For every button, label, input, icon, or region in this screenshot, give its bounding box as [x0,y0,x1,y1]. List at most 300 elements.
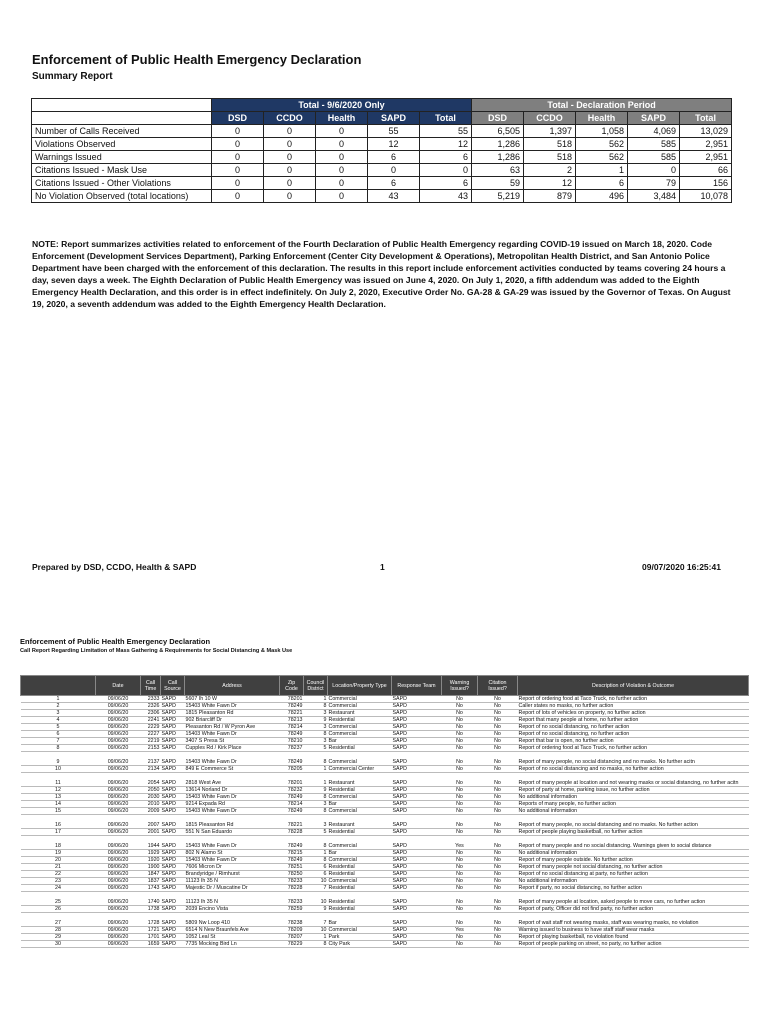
table-cell: 15 [21,808,96,815]
table-cell: 09/06/20 [96,934,141,941]
table-cell: No [478,815,518,829]
summary-cell: 0 [264,151,316,164]
table-cell: 3 [304,801,328,808]
table-cell: 09/06/20 [96,773,141,787]
table-cell: No [478,836,518,850]
table-cell: Residential [328,787,392,794]
summary-cell: 1,397 [524,125,576,138]
table-row [21,724,749,731]
table-cell: Report of ordering food at Taco Truck, no further action [518,696,749,703]
table-cell: Residential [328,871,392,878]
table-cell: SAPD [392,913,442,927]
summary-cell: 0 [264,164,316,177]
summary-cell: 12 [420,138,472,151]
table-cell: Residential [328,906,392,913]
summary-cell: 6 [368,177,420,190]
table-cell: 15403 White Fawn Dr [185,703,280,710]
summary-cell: 585 [628,151,680,164]
table-cell: 2137 [141,752,161,766]
table-cell: SAPD [161,906,185,913]
summary-cell: 518 [524,138,576,151]
call-column-header: Warning Issued? [442,676,478,696]
table-cell: 1929 [141,850,161,857]
table-cell: 78249 [280,752,304,766]
summary-cell: 0 [316,125,368,138]
table-cell: SAPD [161,927,185,934]
table-cell: 8 [21,745,96,752]
header-blank [32,112,212,125]
call-column-header: Call Source [161,676,185,696]
table-cell: 8 [304,752,328,766]
summary-cell: 43 [420,190,472,203]
table-cell: Warning issued to business to have staff staff wear masks [518,927,749,934]
table-cell: 5809 Nw Loop 410 [185,913,280,927]
summary-cell: 2 [524,164,576,177]
summary-cell: 562 [576,151,628,164]
table-cell: 2030 [141,794,161,801]
page-number: 1 [380,562,385,572]
table-cell: 29 [21,934,96,941]
table-cell: 78259 [280,906,304,913]
group-header-today: Total - 9/6/2020 Only [212,99,472,112]
summary-cell: 518 [524,151,576,164]
table-cell: Report of wait staff not wearing masks, staff was wearing masks, no violation [518,913,749,927]
table-cell: No [442,731,478,738]
summary-cell: 55 [368,125,420,138]
table-cell: SAPD [392,871,442,878]
table-cell: SAPD [161,836,185,850]
column-header: SAPD [628,112,680,125]
table-cell: 1659 [141,941,161,948]
table-cell: 1743 [141,885,161,892]
row-label: Citations Issued - Other Violations [32,177,212,190]
table-cell: 6 [304,864,328,871]
summary-cell: 63 [472,164,524,177]
row-label: Citations Issued - Mask Use [32,164,212,177]
table-cell: No [442,906,478,913]
table-cell: No [442,885,478,892]
table-cell: 2227 [141,731,161,738]
table-cell: 1920 [141,857,161,864]
column-header: Total [680,112,732,125]
summary-cell: 1,286 [472,138,524,151]
table-cell: SAPD [161,808,185,815]
table-cell: SAPD [392,927,442,934]
table-cell: 2326 [141,703,161,710]
table-cell: SAPD [392,794,442,801]
table-cell: No [478,745,518,752]
table-cell: Report of lots of vehicles on property, no further action [518,710,749,717]
table-cell: No [442,871,478,878]
table-cell: SAPD [161,864,185,871]
table-cell: 3407 S Presa St [185,738,280,745]
table-cell: 78215 [280,850,304,857]
table-cell: 13614 Norland Dr [185,787,280,794]
table-cell: No [442,696,478,703]
summary-cell: 6,505 [472,125,524,138]
table-row [21,731,749,738]
table-cell: 1 [304,934,328,941]
table-cell: Yes [442,836,478,850]
table-cell: No additional information [518,794,749,801]
table-cell: No [478,731,518,738]
call-column-header: Citation Issued? [478,676,518,696]
table-cell: No [478,871,518,878]
table-cell: 10 [304,892,328,906]
table-cell: SAPD [392,745,442,752]
table-cell: 23 [21,878,96,885]
table-cell: SAPD [392,738,442,745]
table-cell: 78251 [280,864,304,871]
table-cell: 2009 [141,808,161,815]
table-row [21,906,749,913]
table-cell: Commercial [328,857,392,864]
table-cell: Bar [328,801,392,808]
table-cell: Commercial [328,696,392,703]
table-cell: No [478,913,518,927]
table-cell: SAPD [392,836,442,850]
call-column-header: Zip Code [280,676,304,696]
table-cell: Pleasanton Rd / W Pyron Ave [185,724,280,731]
table-cell: 09/06/20 [96,745,141,752]
table-cell: No [442,913,478,927]
table-cell: 11123 Ih 35 N [185,878,280,885]
table-cell: SAPD [392,717,442,724]
table-cell: 5 [304,745,328,752]
table-row [21,829,749,836]
report-timestamp: 09/07/2020 16:25:41 [642,562,721,572]
table-cell: SAPD [392,752,442,766]
table-cell: 78249 [280,731,304,738]
table-cell: No [442,801,478,808]
table-cell: No [442,934,478,941]
table-row [21,794,749,801]
table-cell: Report if party, no social distancing, no further action [518,885,749,892]
summary-table [31,98,732,203]
table-cell: SAPD [161,752,185,766]
summary-cell: 0 [212,190,264,203]
table-cell: 17 [21,829,96,836]
table-cell: No [442,745,478,752]
table-cell: 2229 [141,724,161,731]
table-cell: Commercial [328,878,392,885]
call-report-subtitle: Call Report Regarding Limitation of Mass Gathering & Requirements for Social Distancing & Mask Use [20,648,293,654]
table-cell: SAPD [392,773,442,787]
table-cell: 78249 [280,794,304,801]
table-cell: 551 N San Eduardo [185,829,280,836]
table-cell: 1721 [141,927,161,934]
table-cell: 2153 [141,745,161,752]
summary-cell: 496 [576,190,628,203]
summary-cell: 0 [316,177,368,190]
table-cell: No [442,815,478,829]
table-cell: 18 [21,836,96,850]
table-cell: 09/06/20 [96,703,141,710]
table-cell: SAPD [161,794,185,801]
table-cell: Commercial [328,836,392,850]
call-column-header: Date [96,676,141,696]
table-cell: 78207 [280,934,304,941]
table-row [21,927,749,934]
table-cell: 09/06/20 [96,906,141,913]
table-row [21,696,749,703]
table-cell: Report of many people at location, asked people to move cars, no further action [518,892,749,906]
table-cell: Commercial [328,927,392,934]
table-cell: 16 [21,815,96,829]
table-cell: 09/06/20 [96,766,141,773]
table-cell: 6 [304,871,328,878]
table-cell: 2 [21,703,96,710]
summary-row [32,190,732,203]
table-cell: 1738 [141,906,161,913]
table-cell: SAPD [161,731,185,738]
table-cell: Report of people parking on street, no party, no further action [518,941,749,948]
table-cell: No [442,703,478,710]
table-cell: Report that many people at home, no further action [518,717,749,724]
table-cell: 15403 White Fawn Dr [185,731,280,738]
table-cell: 78201 [280,773,304,787]
table-cell: 15403 White Fawn Dr [185,794,280,801]
table-cell: No [478,878,518,885]
table-cell: No [442,829,478,836]
table-cell: Restaurant [328,773,392,787]
table-cell: 1728 [141,913,161,927]
table-cell: 22 [21,871,96,878]
table-cell: 78233 [280,878,304,885]
table-cell: 09/06/20 [96,738,141,745]
table-cell: 78221 [280,815,304,829]
table-cell: 78232 [280,787,304,794]
table-cell: 9 [304,787,328,794]
table-cell: Report of ordering food at Taco Truck, no further action [518,745,749,752]
table-cell: No [478,927,518,934]
table-cell: No [478,801,518,808]
table-cell: Restaurant [328,815,392,829]
table-cell: 8 [304,794,328,801]
table-cell: No [442,752,478,766]
column-header: DSD [472,112,524,125]
table-cell: SAPD [392,724,442,731]
table-cell: 2054 [141,773,161,787]
table-row [21,710,749,717]
table-cell: 26 [21,906,96,913]
call-column-header: Address [185,676,280,696]
column-header: SAPD [368,112,420,125]
table-cell: No [442,850,478,857]
summary-cell: 1 [576,164,628,177]
call-column-header: Call Time [141,676,161,696]
table-cell: No [478,752,518,766]
table-row [21,717,749,724]
table-cell: 2050 [141,787,161,794]
table-row [21,850,749,857]
table-cell: SAPD [161,857,185,864]
table-cell: SAPD [161,773,185,787]
table-cell: 2219 [141,738,161,745]
call-report-table [20,675,749,948]
table-cell: SAPD [161,829,185,836]
table-cell: Report of no social distancing and no masks, no further action [518,766,749,773]
table-row [21,836,749,850]
table-cell: No [442,864,478,871]
table-cell: Bar [328,850,392,857]
table-cell: 7606 Micron Dr [185,864,280,871]
summary-cell: 0 [368,164,420,177]
table-cell: 1837 [141,878,161,885]
table-cell: Cupples Rd / Kirk Place [185,745,280,752]
table-cell: Report of many people not social distancing, no further action [518,864,749,871]
table-cell: SAPD [161,766,185,773]
table-cell: No [442,794,478,801]
table-cell: No [442,857,478,864]
call-report-title: Enforcement of Public Health Emergency Declaration [20,637,211,646]
table-cell: Report of party, Officer did not find party, no further action [518,906,749,913]
summary-cell: 156 [680,177,732,190]
table-cell: 3 [304,738,328,745]
summary-cell: 585 [628,138,680,151]
table-cell: 8 [304,731,328,738]
table-cell: No [442,773,478,787]
summary-cell: 0 [316,190,368,203]
table-cell: No [478,850,518,857]
table-cell: 1944 [141,836,161,850]
table-cell: 78228 [280,885,304,892]
table-cell: Report of party at home, parking issue, no further action [518,787,749,794]
column-header: Health [316,112,368,125]
table-cell: 78249 [280,703,304,710]
table-cell: 6514 N New Braunfels Ave [185,927,280,934]
table-cell: SAPD [392,906,442,913]
table-cell: 12 [21,787,96,794]
table-cell: Bar [328,913,392,927]
table-cell: 19 [21,850,96,857]
table-cell: Report of no social distancing, no further action [518,731,749,738]
table-cell: Commercial [328,724,392,731]
column-header: DSD [212,112,264,125]
header-corner [32,99,212,112]
table-cell: 09/06/20 [96,913,141,927]
table-cell: 30 [21,941,96,948]
table-cell: 09/06/20 [96,885,141,892]
table-cell: 3 [304,710,328,717]
table-cell: 1815 Pleasanton Rd [185,710,280,717]
summary-cell: 879 [524,190,576,203]
table-cell: 09/06/20 [96,857,141,864]
table-row [21,871,749,878]
table-cell: 802 N Alamo St [185,850,280,857]
table-cell: 8 [304,941,328,948]
table-cell: 78249 [280,857,304,864]
column-header: Total [420,112,472,125]
table-cell: 3 [304,724,328,731]
table-cell: 1701 [141,934,161,941]
table-cell: SAPD [392,696,442,703]
table-cell: 09/06/20 [96,878,141,885]
table-cell: 09/06/20 [96,710,141,717]
table-cell: 2039 Encino Vista [185,906,280,913]
summary-cell: 0 [316,138,368,151]
summary-cell: 12 [524,177,576,190]
table-cell: SAPD [392,864,442,871]
table-cell: 1 [21,696,96,703]
group-header-period: Total - Declaration Period [472,99,732,112]
table-cell: 09/06/20 [96,787,141,794]
call-column-header: Council District [304,676,328,696]
row-label: Warnings Issued [32,151,212,164]
table-cell: SAPD [161,885,185,892]
table-cell: 15403 White Fawn Dr [185,857,280,864]
table-row [21,752,749,766]
table-cell: Majestic Dr / Muscatine Dr [185,885,280,892]
summary-row [32,125,732,138]
summary-cell: 43 [368,190,420,203]
table-cell: SAPD [392,829,442,836]
table-cell: 1815 Pleasanton Rd [185,815,280,829]
table-cell: 78201 [280,696,304,703]
summary-cell: 12 [368,138,420,151]
summary-cell: 0 [316,164,368,177]
summary-cell: 6 [368,151,420,164]
table-cell: No [442,892,478,906]
table-cell: 09/06/20 [96,871,141,878]
table-cell: 7 [21,738,96,745]
summary-cell: 1,286 [472,151,524,164]
table-row [21,808,749,815]
table-cell: 09/06/20 [96,801,141,808]
table-cell: SAPD [161,724,185,731]
summary-cell: 0 [212,151,264,164]
table-cell: SAPD [161,787,185,794]
summary-cell: 0 [316,151,368,164]
table-cell: 10 [21,766,96,773]
table-cell: No [478,885,518,892]
table-cell: 5 [21,724,96,731]
table-cell: Report of many people at location and not wearing masks or social distancing, no further acitn [518,773,749,787]
table-cell: Residential [328,892,392,906]
table-row [21,892,749,906]
table-cell: 78205 [280,766,304,773]
table-cell: 2241 [141,717,161,724]
table-cell: 14 [21,801,96,808]
summary-cell: 6 [576,177,628,190]
table-cell: 1847 [141,871,161,878]
table-cell: Commercial [328,703,392,710]
table-cell: 78250 [280,871,304,878]
table-cell: 2818 West Ave [185,773,280,787]
table-cell: Report of many people and no social distancing. Warnings given to social distance [518,836,749,850]
table-cell: SAPD [392,857,442,864]
table-cell: Report of playing basketball, no violation found [518,934,749,941]
table-cell: No [442,724,478,731]
table-cell: Report that bar is open, no further action [518,738,749,745]
table-cell: SAPD [392,815,442,829]
table-cell: 849 E Commerce St [185,766,280,773]
table-row [21,934,749,941]
table-cell: No [478,857,518,864]
table-row [21,766,749,773]
table-cell: SAPD [392,710,442,717]
table-cell: 3 [21,710,96,717]
table-cell: 78249 [280,836,304,850]
table-cell: No [478,717,518,724]
table-cell: Caller states no masks, no further action [518,703,749,710]
table-cell: SAPD [161,710,185,717]
table-cell: 15403 White Fawn Dr [185,752,280,766]
table-cell: Commercial [328,808,392,815]
table-cell: 2001 [141,829,161,836]
table-cell: 7735 Mocking Bird Ln [185,941,280,948]
table-cell: Commercial [328,794,392,801]
